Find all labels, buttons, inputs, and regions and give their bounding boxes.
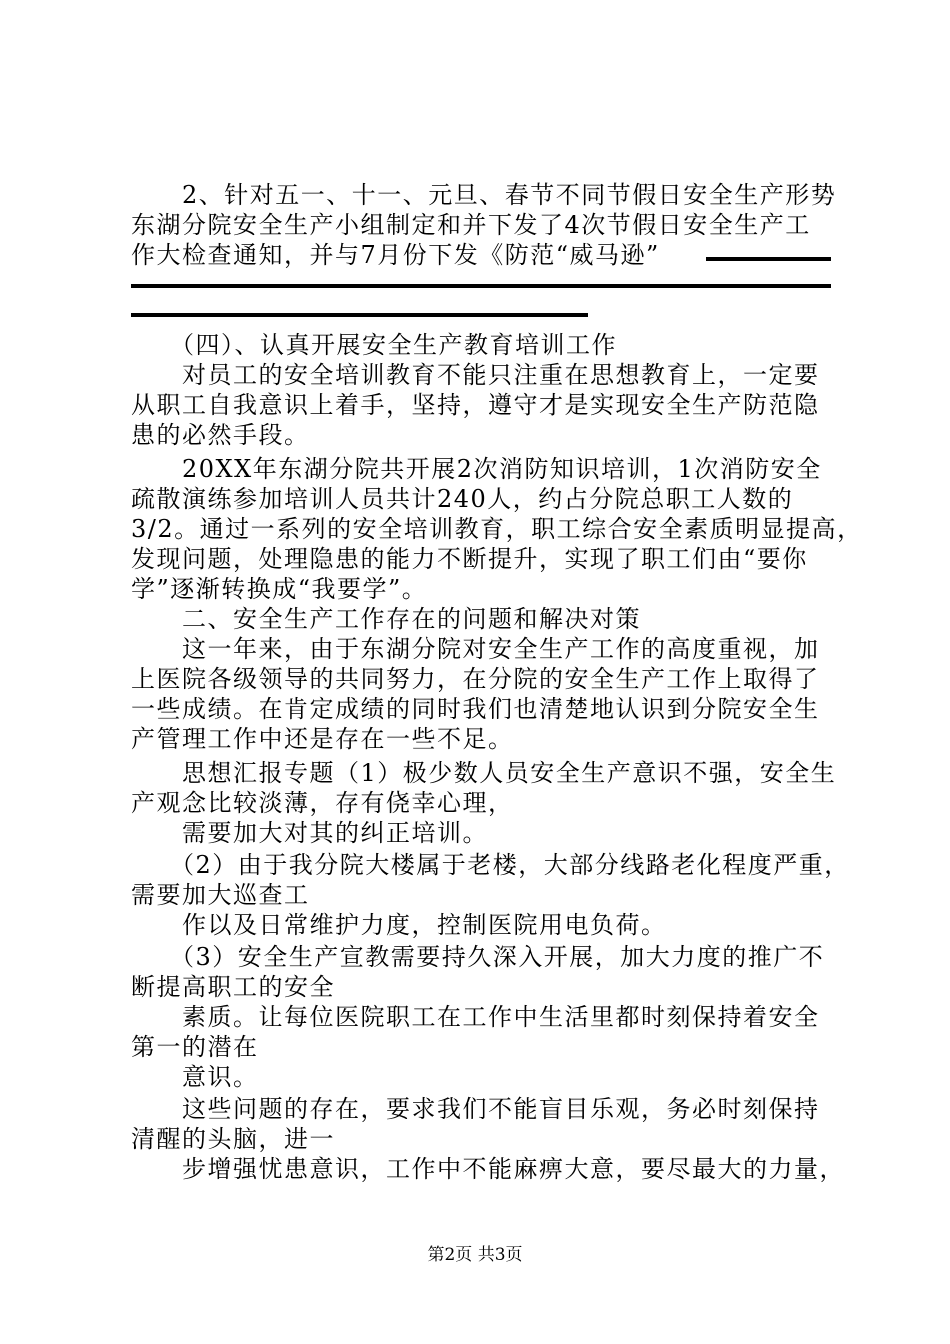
text-line: （3）安全生产宣教需要持久深入开展，加大力度的推广不 <box>131 943 825 971</box>
text-line: 需要加大对其的纠正培训。 <box>131 819 488 847</box>
text-line: （2）由于我分院大楼属于老楼，大部分线路老化程度严重， <box>131 851 850 879</box>
redaction-bar <box>706 257 831 261</box>
page-number-footer: 第2页 共3页 <box>427 1245 523 1265</box>
text-line: 3/2。通过一系列的安全培训教育，职工综合安全素质明显提高， <box>131 515 863 543</box>
redaction-bar <box>131 313 588 317</box>
section-heading: 二、安全生产工作存在的问题和解决对策 <box>131 605 641 633</box>
text-line: 意识。 <box>131 1063 259 1091</box>
text-line: 对员工的安全培训教育不能只注重在思想教育上，一定要 <box>131 361 820 389</box>
text-line: 一些成绩。在肯定成绩的同时我们也清楚地认识到分院安全生 <box>131 695 820 723</box>
text-line: 第一的潜在 <box>131 1033 259 1061</box>
text-line: 产管理工作中还是存在一些不足。 <box>131 725 514 753</box>
text-line: 断提高职工的安全 <box>131 973 335 1001</box>
text-line: 2、针对五一、十一、元旦、春节不同节假日安全生产形势 <box>131 181 837 209</box>
text-line: 发现问题，处理隐患的能力不断提升，实现了职工们由“要你 <box>131 545 808 573</box>
text-line: 作以及日常维护力度，控制医院用电负荷。 <box>131 911 667 939</box>
text-line: 需要加大巡查工 <box>131 881 310 909</box>
text-line: 作大检查通知，并与7月份下发《防范“威马逊” <box>131 241 660 269</box>
text-line: 从职工自我意识上着手，坚持，遵守才是实现安全生产防范隐 <box>131 391 820 419</box>
text-line: 东湖分院安全生产小组制定和并下发了4次节假日安全生产工 <box>131 211 811 239</box>
text-line: 素质。让每位医院职工在工作中生活里都时刻保持着安全 <box>131 1003 820 1031</box>
text-line: 疏散演练参加培训人员共计240人，约占分院总职工人数的 <box>131 485 794 513</box>
text-line: 清醒的头脑，进一 <box>131 1125 335 1153</box>
redaction-bar <box>131 284 831 288</box>
text-line: 这一年来，由于东湖分院对安全生产工作的高度重视，加 <box>131 635 820 663</box>
text-line: 步增强忧患意识，工作中不能麻痹大意，要尽最大的力量， <box>131 1155 845 1183</box>
text-line: 学”逐渐转换成“我要学”。 <box>131 575 428 603</box>
text-line: 20XX年东湖分院共开展2次消防知识培训，1次消防安全 <box>131 455 822 483</box>
text-line: 产观念比较淡薄，存有侥幸心理， <box>131 789 514 817</box>
section-heading: （四）、认真开展安全生产教育培训工作 <box>131 331 617 359</box>
text-line: 患的必然手段。 <box>131 421 310 449</box>
text-line: 上医院各级领导的共同努力，在分院的安全生产工作上取得了 <box>131 665 820 693</box>
text-line: 这些问题的存在，要求我们不能盲目乐观，务必时刻保持 <box>131 1095 820 1123</box>
text-line: 思想汇报专题（1）极少数人员安全生产意识不强，安全生 <box>131 759 837 787</box>
